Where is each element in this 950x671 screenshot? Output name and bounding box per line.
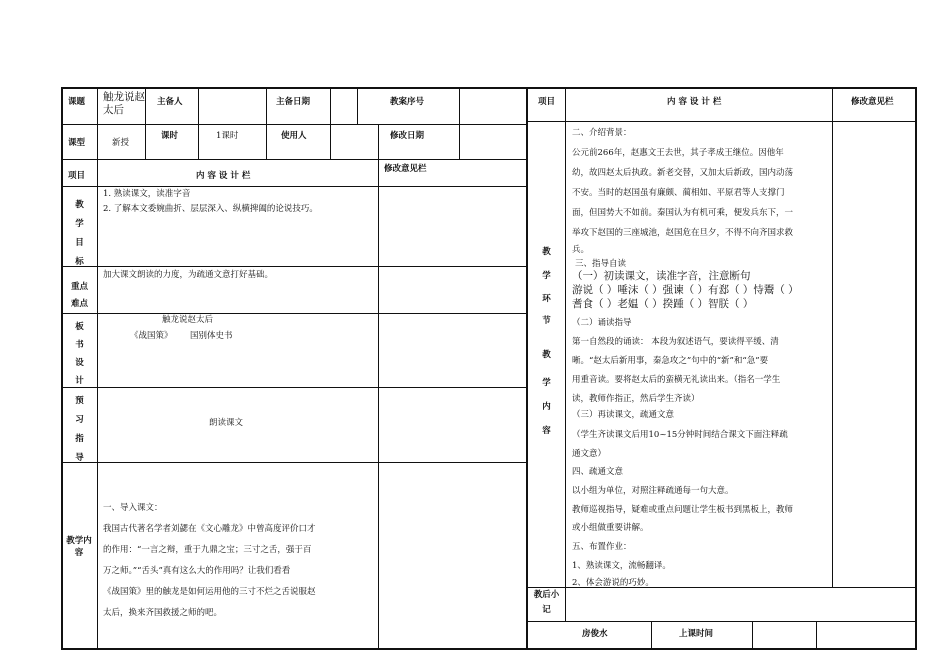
right-item-header: 项目 [538,97,556,107]
focus-label-1: 重点 [70,282,88,292]
preview-label-4: 导 [75,453,84,463]
intro-line: 万之师。”“舌头”真有这么大的作用吗？让我们看看 [103,566,291,576]
bg-line: 三、指导自读 [575,259,627,269]
goals-label-2: 学 [75,219,84,229]
self-read-line1: 游说（ ）唾沫（ ）强谏（ ）有郄（ ）恃鬻（ ） [572,284,799,296]
preview-label-3: 指 [75,434,84,444]
focus-text: 加大课文朗读的力度，为疏通文意打好基础。 [103,270,274,280]
col-divider [651,621,652,648]
teacher-name: 房俊水 [582,629,608,639]
intro-heading: 一、导入课文： [103,503,163,513]
guide-line: 或小组做重要讲解。 [572,523,649,533]
board-genre: 国别体史书 [190,331,233,341]
topic-value: 触龙说赵太后 [103,91,145,116]
board-label-4: 计 [75,376,84,386]
board-source: 《战国策》 [130,331,173,341]
col-divider [198,87,199,159]
guide-line: 1、熟读课文，流畅翻译。 [572,561,671,571]
goals-label-1: 教 [75,200,84,210]
period-value: 1课时 [216,131,239,141]
guide-line: 四、疏通文意 [572,467,624,477]
goals-label-3: 目 [75,238,84,248]
guide-line: 2、体会游说的巧妙。 [572,578,654,588]
board-label-1: 板 [75,322,84,332]
after-class-label-2: 记 [542,605,551,615]
bg-line: 不安。当时的赵国虽有廉颇、蔺相如、平原君等人支撑门 [572,188,785,198]
guide-line: 读，教师作指正，然后学生齐读） [572,394,700,404]
row-divider [61,462,527,463]
teaching-content-label: 教学内容 [66,536,92,558]
topic-label: 课题 [68,97,86,107]
guide-line: 用重音读。要将赵太后的蛮横无礼读出来。（指名一学生 [572,375,781,385]
focus-label-2: 难点 [70,299,88,309]
bg-line: 二、介绍背景： [572,128,632,138]
col-divider [97,87,98,648]
row-divider [61,186,527,187]
bg-line: 面，但国势大不如前。秦国认为有机可乘，便发兵东下，一 [572,208,794,218]
stage-label-1: 教 [542,247,551,257]
lesson-type-label: 课型 [68,138,86,148]
col-divider [565,87,566,621]
preview-label-2: 习 [75,415,84,425]
row-divider [61,124,527,125]
table-top-border [61,87,916,89]
col-divider [832,87,833,587]
item-header: 项目 [68,171,86,181]
board-label-3: 设 [75,358,84,368]
col-divider [752,621,753,648]
bg-line: 兵。 [572,245,590,255]
board-label-2: 书 [75,340,84,350]
row-divider [61,159,527,160]
row-divider [527,121,916,122]
guide-line: （三）再读课文，疏通文意 [572,410,675,420]
self-read-title: （一）初读课文，读准字音，注意断句 [572,270,751,282]
guide-line: 晰。“赵太后新用事，秦急攻之”句中的“新”和“急”要 [572,356,769,366]
bg-line: 幼，故四赵太后执政。新老交替，又加太后新政，国内动荡 [572,168,794,178]
guide-line: 教师巡视指导，疑难或重点问题让学生板书到黑板上，教师 [572,505,794,515]
board-title: 触龙说赵太后 [162,315,214,325]
col-divider [378,124,379,648]
intro-line: 太后，换来齐国救援之师的吧。 [103,608,223,618]
guide-line: （二）诵读指导 [572,318,632,328]
guide-line: 五、布置作业： [572,542,632,552]
stage-label-3: 环 [542,294,551,304]
row-divider [61,313,527,314]
lesson-type-value: 新授 [112,138,130,148]
prep-date-label: 主备日期 [276,97,311,107]
stage-label-2: 学 [542,271,551,281]
stage-label-4: 节 [542,316,551,326]
goal-line: 2. 了解本文委婉曲折、层层深入、纵横捭阖的论说技巧。 [103,204,318,214]
col-divider [357,87,358,124]
bg-line: 公元前266年，赵惠文王去世，其子孝成王继位。因他年 [572,148,784,158]
intro-line: 我国古代著名学者刘勰在《文心雕龙》中曾高度评价口才 [103,524,316,534]
col-divider [330,87,331,159]
stage-label-6: 学 [542,378,551,388]
guide-line: （学生齐读课文后用10~15分钟时间结合课文下面注释疏 [572,430,788,440]
col-divider [145,87,146,159]
right-content-header: 内 容 设 计 栏 [667,97,722,107]
col-divider [816,621,817,648]
row-divider [61,266,527,267]
intro-line: 的作用：“一言之辩，重于九鼎之宝；三寸之舌，强于百 [103,545,312,555]
self-read-line2: 耆食（ ）老媪（ ）揆踵（ ）智朕（ ） [572,298,754,310]
row-divider [527,621,916,622]
intro-line: 《战国策》里的触龙是如何运用他的三寸不烂之舌说服赵 [103,587,316,597]
right-modify-header: 修改意见栏 [851,97,894,107]
after-class-label-1: 教后小 [533,590,560,600]
user-label: 使用人 [281,131,307,141]
col-divider [459,87,460,159]
stage-label-7: 内 [542,402,551,412]
table-bottom-border [61,648,916,650]
content-header: 内 容 设 计 栏 [196,171,251,181]
table-middle-border [526,87,528,650]
col-divider [266,87,267,159]
row-divider [61,387,527,388]
modify-header: 修改意见栏 [384,164,427,174]
stage-label-8: 容 [542,426,551,436]
guide-line: 第一自然段的诵读： 本段为叙述语气，要读得平缓、清 [572,337,779,347]
goal-line: 1. 熟读课文，读准字音 [103,189,191,199]
table-right-border [915,87,917,650]
preview-label-1: 预 [75,396,84,406]
guide-line: 通文意） [572,449,607,459]
bg-line: 举攻下赵国的三座城池，赵国危在旦夕，不得不向齐国求救 [572,228,794,238]
guide-line: 以小组为单位，对照注释疏通每一句大意。 [572,486,734,496]
modify-date-label: 修改日期 [390,131,425,141]
stage-label-5: 教 [542,350,551,360]
lead-preparer-label: 主备人 [157,97,183,107]
goals-label-4: 标 [75,257,84,267]
plan-number-label: 教案序号 [390,97,425,107]
period-label: 课时 [161,131,179,141]
class-time-label: 上课时间 [679,629,714,639]
preview-text: 朗读课文 [209,418,244,428]
